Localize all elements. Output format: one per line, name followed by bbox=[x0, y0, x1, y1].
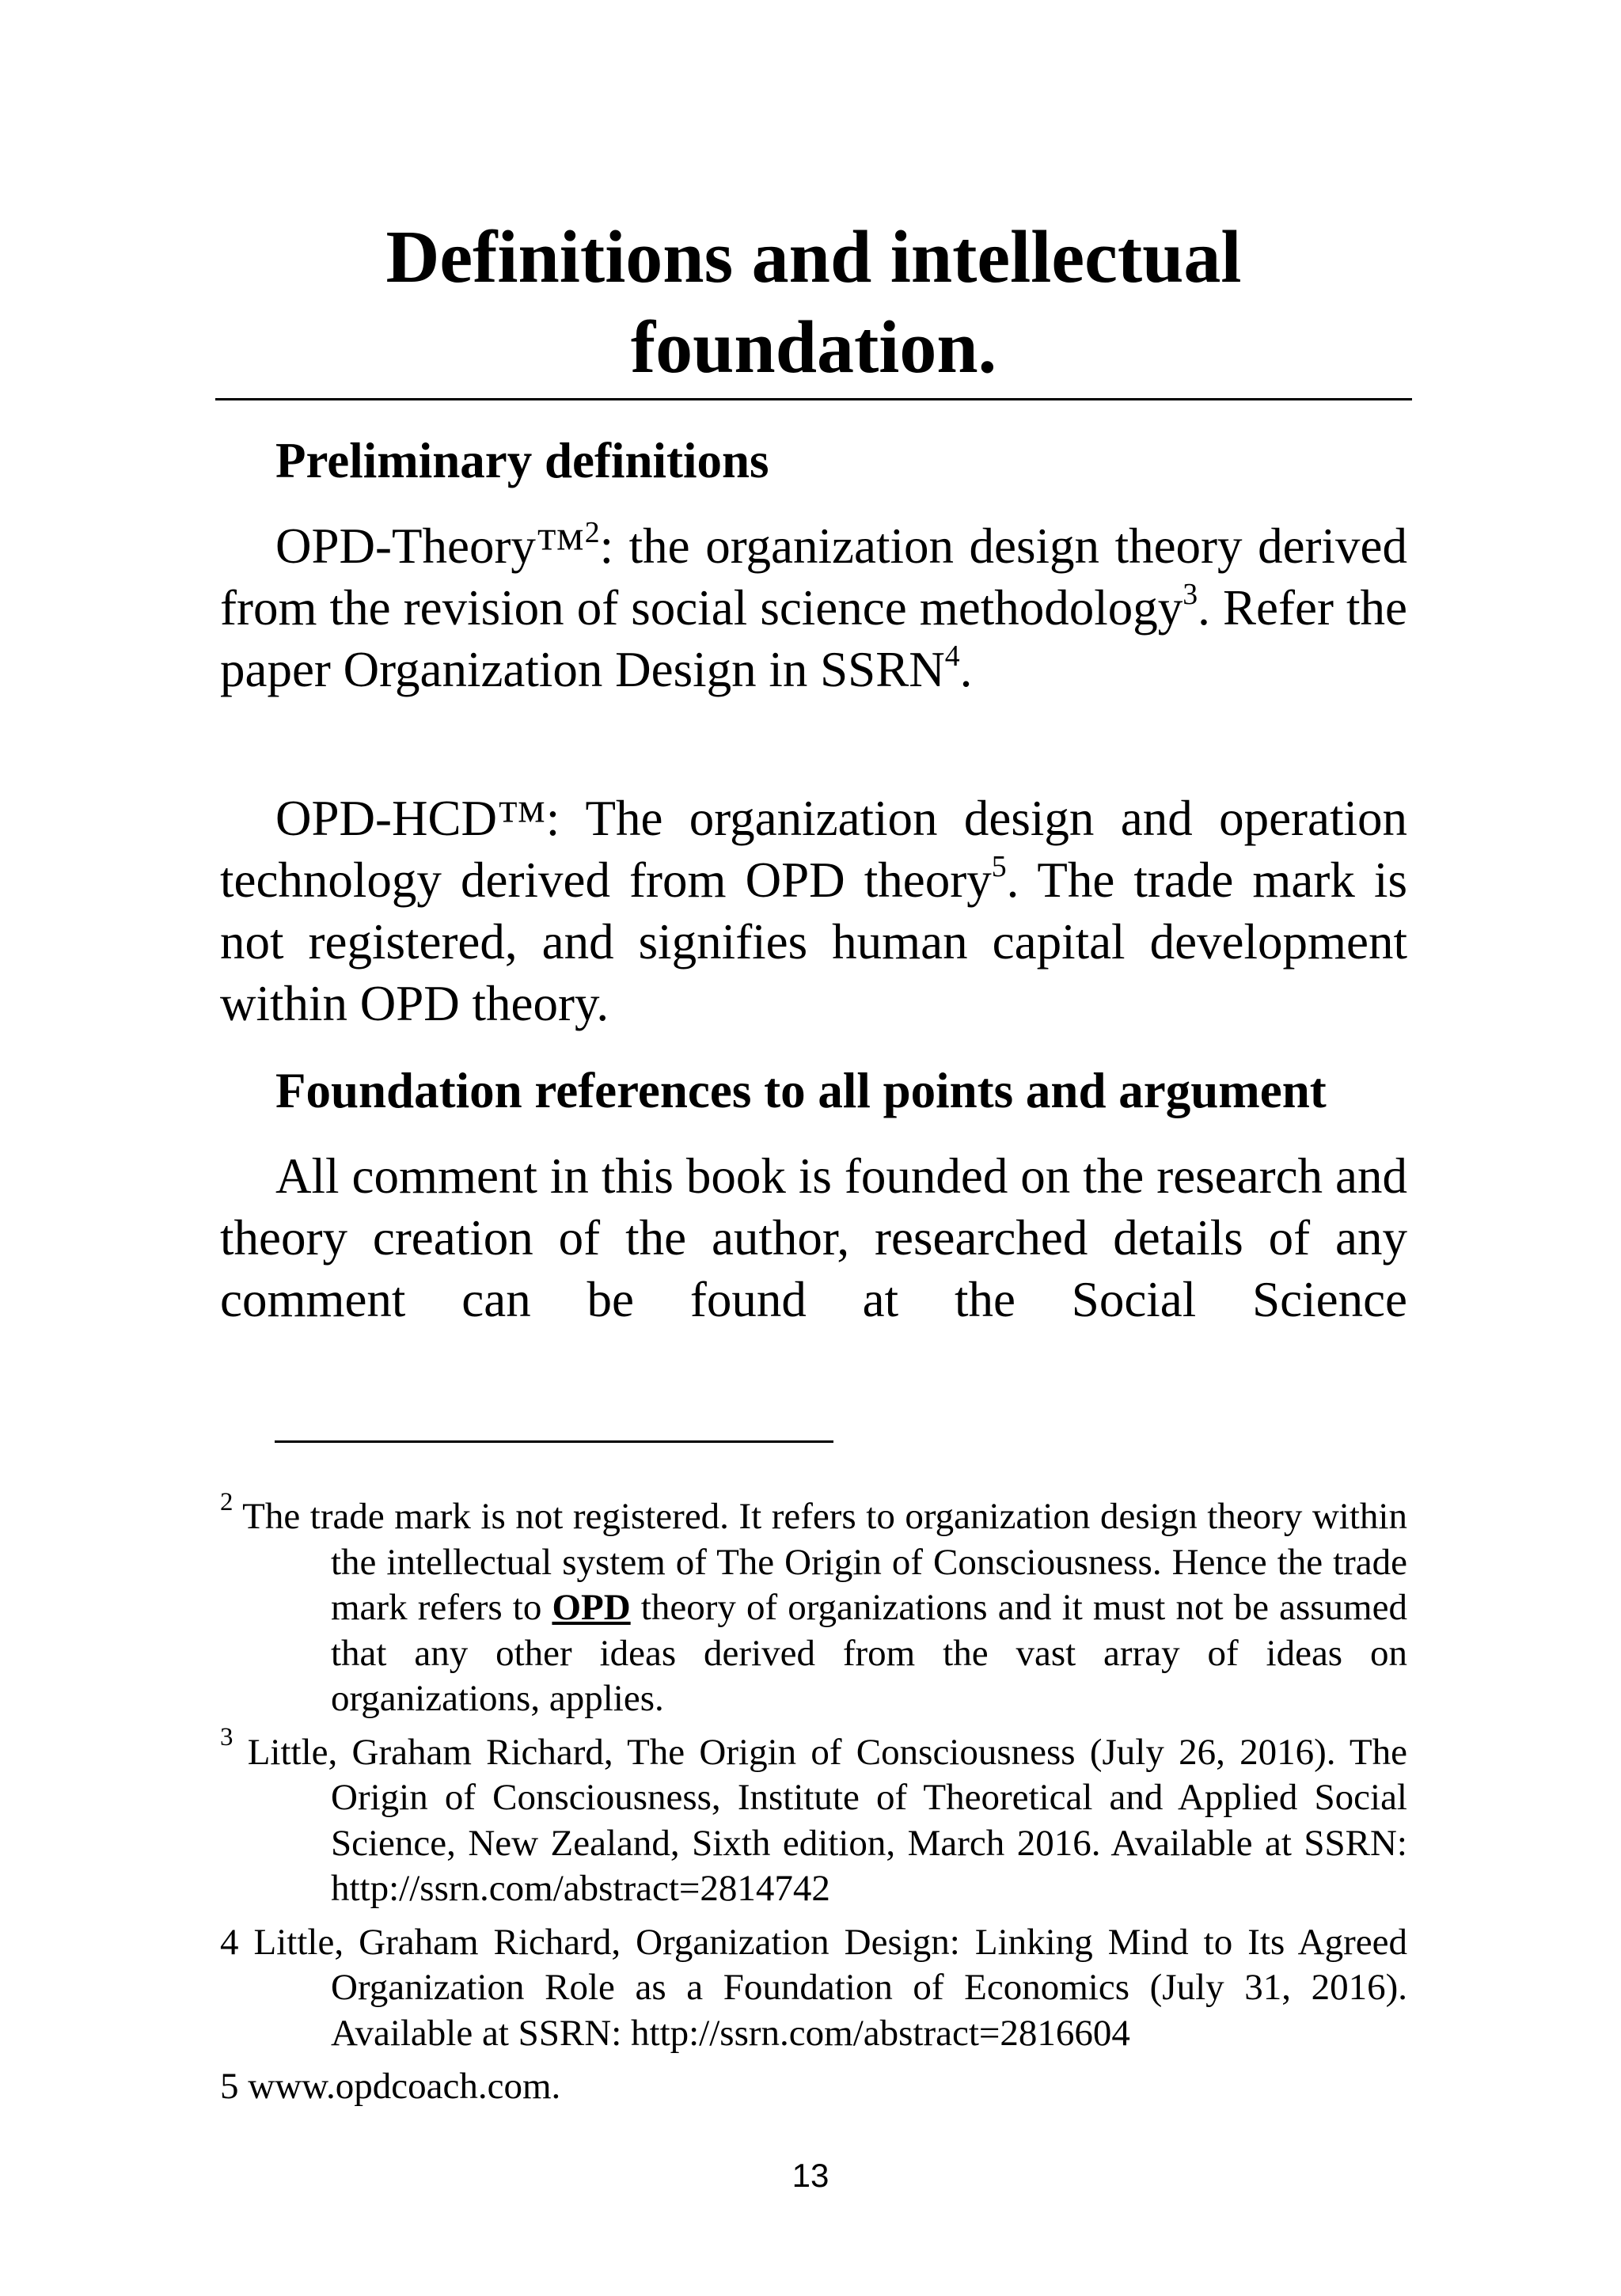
foundation-heading: Foundation references to all points and argument bbox=[275, 1063, 1327, 1118]
title-divider bbox=[215, 398, 1412, 400]
footnote-marker-3: 3 bbox=[220, 1723, 233, 1752]
preliminary-heading: Preliminary definitions bbox=[275, 433, 769, 488]
footnote-3-text: Little, Graham Richard, The Origin of Consciousness (July 26, 2016). The Origin of Consciousness, Institute of Theoretical and Applied Social Science, New Zealand, Sixth edition, March 2016. Available at SSRN: http://ssrn.com/abstract=2814742 bbox=[233, 1731, 1407, 1909]
title-line-2: foundation. bbox=[630, 306, 997, 389]
opd-theory-term: OPD-Theory™ bbox=[275, 518, 585, 574]
footnote-ref-3[interactable]: 3 bbox=[1183, 577, 1198, 611]
footnote-ref-5[interactable]: 5 bbox=[991, 849, 1007, 883]
footnote-5: 5 www.opdcoach.com. bbox=[220, 2066, 561, 2107]
opd-hcd-text-2: . The trade mark is not registered, and signifies human capital development within OPD theory. bbox=[220, 852, 1407, 1031]
opd-hcd-text-1: OPD-HCD™: The organization design and operation technology derived from OPD theory bbox=[220, 791, 1407, 908]
footnote-ref-2[interactable]: 2 bbox=[584, 515, 600, 549]
paragraph-opd-hcd bbox=[220, 787, 1407, 1034]
opd-theory-text-1: : the organization design theory derived from the revision of social science methodology bbox=[220, 518, 1407, 636]
footnote-2-text-after: theory of organizations and it must not be assumed that any other ideas derived from the vast array of ideas on organizations, applies. bbox=[331, 1587, 1407, 1719]
footnote-ref-4[interactable]: 4 bbox=[944, 639, 960, 673]
footnote-2 bbox=[220, 1487, 1407, 1722]
footnote-2-text-before: The trade mark is not registered. It refers to organization design theory within the intellectual system of The Origin of Consciousness. Hence the trade mark refers to bbox=[233, 1496, 1407, 1628]
footnote-3 bbox=[220, 1723, 1407, 1912]
opd-theory-text-2: . Refer the paper Organization Design in SSRN bbox=[220, 580, 1407, 697]
paragraph-opd-theory bbox=[220, 515, 1407, 700]
opd-theory-text-3: . bbox=[959, 642, 973, 697]
footnotes bbox=[220, 1487, 1407, 2118]
page-number: 13 bbox=[792, 2157, 829, 2194]
section-preliminary bbox=[220, 430, 1407, 491]
paragraph-foundation bbox=[220, 1145, 1407, 1330]
opd-link[interactable]: OPD bbox=[552, 1587, 631, 1628]
footnote-4: 4 Little, Graham Richard, Organization Design: Linking Mind to Its Agreed Organization Role as a Foundation of Economics (July 31, 2016). Available at SSRN: http://ssrn.com/abstract=2816604 bbox=[220, 1921, 1407, 2054]
section-foundation bbox=[220, 1060, 1407, 1121]
footnote-marker-2: 2 bbox=[220, 1487, 233, 1516]
footnote-divider bbox=[275, 1440, 833, 1443]
page-title bbox=[215, 212, 1412, 393]
foundation-text: All comment in this book is founded on the research and theory creation of the author, researched details of any comment can be found at the Social Science bbox=[220, 1148, 1407, 1327]
title-line-1: Definitions and intellectual bbox=[385, 216, 1242, 298]
